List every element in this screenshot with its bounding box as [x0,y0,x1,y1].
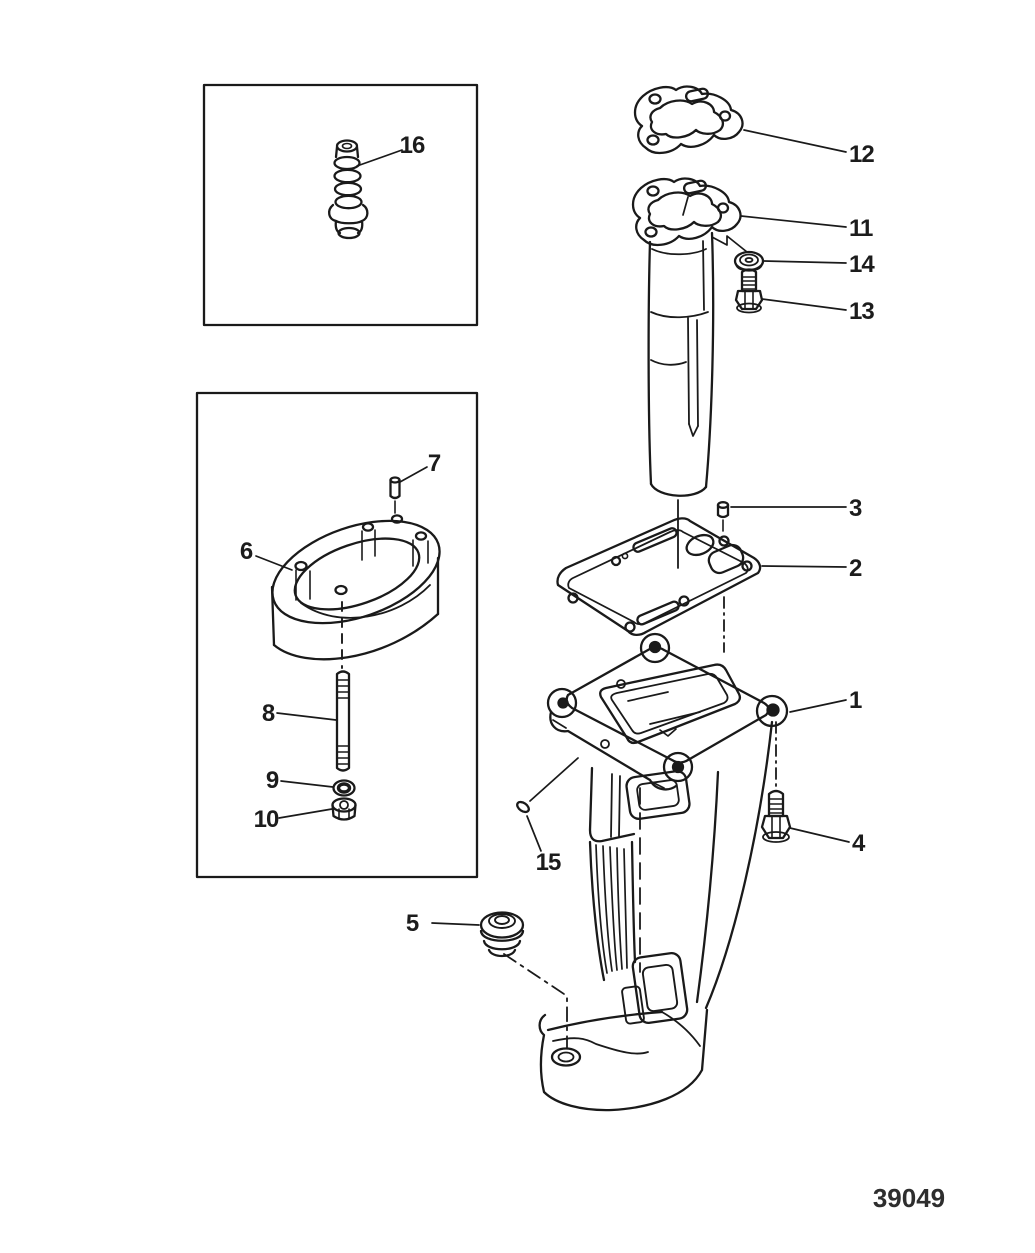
leader-line-10 [279,809,332,818]
callout-label-12: 12 [849,141,874,168]
part-11-exhaust-tube [633,179,740,496]
leader-line-11 [741,216,846,227]
callout-label-6: 6 [239,538,253,565]
leader-line-1 [790,700,846,712]
inset-box-grommet [204,85,477,325]
part-16-water-tube-grommet [329,141,367,239]
callout-label-15: 15 [535,849,561,876]
callout-label-8: 8 [261,700,275,727]
part-8-stud [337,672,349,771]
part-9-washer [334,781,355,796]
leader-line-12 [744,130,846,152]
callout-label-10: 10 [253,806,279,833]
leader-line-14 [764,261,846,263]
callout-label-4: 4 [852,830,865,857]
leader-line-5 [432,923,479,925]
leader-line-16 [357,150,402,166]
callout-label-1: 1 [849,687,862,714]
callout-label-5: 5 [405,910,419,937]
leader-line-13 [762,299,846,310]
part-3-dowel-pin [718,502,728,531]
callout-label-14: 14 [849,251,874,278]
callout-label-11: 11 [849,215,873,242]
alignment-line-5 [504,954,567,1048]
part-15-dowel-pin [515,758,578,814]
callout-label-3: 3 [849,495,862,522]
part-13-bolt [736,270,762,313]
zigzag-pointer-14 [712,236,747,252]
part-1-driveshaft-housing [540,634,787,1110]
leader-line-2 [762,566,846,567]
part-5-plug [481,913,523,957]
callout-label-13: 13 [849,298,874,325]
part-6-exhaust-spacer [259,501,453,659]
part-2-gasket [557,518,760,635]
leader-line-8 [277,713,336,720]
part-12-gasket [635,87,742,153]
callout-label-9: 9 [265,767,279,794]
part-14-washer [735,252,763,271]
part-4-bolt [762,791,790,842]
callout-label-7: 7 [427,450,441,477]
drawing-number: 39049 [872,1183,946,1213]
part-10-nut [333,799,356,820]
leader-line-9 [281,781,333,787]
leader-line-15 [527,816,541,851]
callout-label-2: 2 [849,555,862,582]
part-7-dowel-pin [391,478,400,514]
leader-line-4 [790,828,849,842]
leader-line-7 [400,467,427,482]
callout-label-16: 16 [399,132,425,159]
